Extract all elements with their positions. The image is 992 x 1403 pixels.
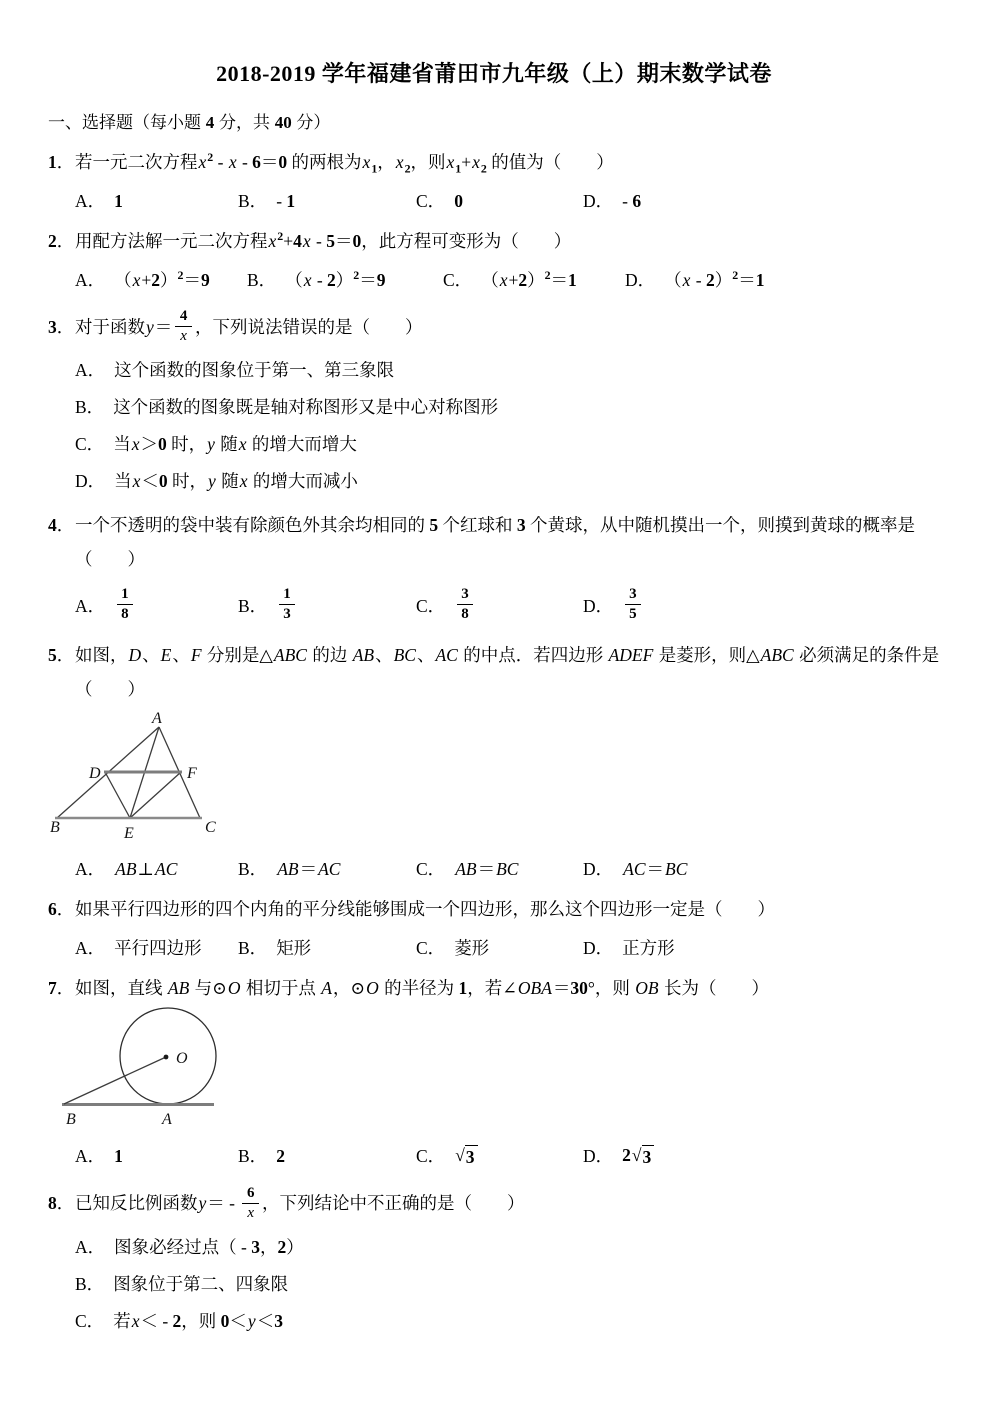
question-6-option-c: C． 菱形	[416, 938, 490, 959]
question-1-option-c: C． 0	[416, 191, 463, 211]
question-5-text: 如图，D、E、F 分别是△ABC 的边 AB、BC、AC 的中点．若四边形 ADEF 是菱形，则△ABC 必须满足的条件是（ ）	[75, 645, 940, 700]
question-3-option-b: B． 这个函数的图象既是轴对称图形又是中心对称图形	[75, 397, 499, 418]
question-8-option-a: A． 图象必经过点（ - 3，2）	[75, 1236, 304, 1257]
question-4-option-d: D． $\frac{3}{5}$	[583, 588, 940, 625]
question-5-option-b: B． AB＝AC	[238, 859, 341, 880]
question-1-options	[75, 188, 940, 215]
question-8	[48, 1183, 940, 1223]
question-5-option-a: A． AB⊥AC	[75, 859, 178, 880]
center-dot	[164, 1055, 169, 1060]
vertex-label-d: D	[89, 765, 101, 783]
segment-bo	[64, 1057, 166, 1104]
question-1	[48, 149, 940, 176]
question-2	[48, 228, 940, 255]
question-6-option-b: B． 矩形	[238, 938, 312, 959]
question-1-option-b: B． - 1	[238, 191, 296, 211]
question-5-number: 5．	[48, 645, 75, 666]
question-6-text: 如果平行四边形的四个内角的平分线能够围成一个四边形，那么这个四边形一定是（ ）	[75, 899, 775, 920]
question-7	[48, 975, 940, 1002]
question-7-option-d: D． 2 √ 3	[583, 1142, 940, 1170]
question-4-option-b: B． $\frac{1}{3}$	[238, 588, 416, 625]
vertex-label-e: E	[124, 825, 134, 843]
question-7-text: 如图，直线 AB 与⊙O 相切于点 A，⊙O 的半径为 1，若∠OBA＝30°，则 OB 长为（ ）	[75, 978, 769, 999]
question-4-option-c: C． $\frac{3}{8}$	[416, 588, 583, 625]
question-1-number: 1．	[48, 152, 75, 172]
vertex-label-c: C	[205, 819, 216, 837]
question-5-option-c: C． AB＝BC	[416, 859, 519, 880]
question-4	[48, 508, 940, 576]
point-label-a: A	[162, 1111, 172, 1129]
question-1-text: 若一元二次方程$x^2 - x - 6=0$ 的两根为$x_1$，$x_2$，则$x_1+x_2$ 的值为（ ）	[75, 150, 614, 176]
page-title: 2018-2019 学年福建省莆田市九年级（上）期末数学试卷	[216, 61, 772, 86]
vertex-label-f: F	[187, 765, 197, 783]
question-4-option-a: A． $\frac{1}{8}$	[75, 588, 238, 625]
question-3-option-a: A． 这个函数的图象位于第一、第三象限	[75, 360, 395, 381]
question-6-number: 6．	[48, 899, 75, 920]
question-1-option-a: A． 1	[75, 191, 123, 211]
question-2-option-c: C． $(x+2)^2=1$	[443, 268, 577, 290]
question-8-option-b: B． 图象位于第二、四象限	[75, 1273, 289, 1294]
question-2-number: 2．	[48, 231, 75, 251]
point-label-b: B	[66, 1111, 76, 1129]
question-2-option-b: B． （x - 2）$^2$＝9	[247, 268, 386, 290]
question-2-option-a: A． $(x+2)^2=9$	[75, 268, 210, 290]
question-5	[48, 638, 940, 706]
question-8-number: 8．	[48, 1193, 75, 1214]
question-7-option-c: C． √ 3	[416, 1142, 583, 1170]
question-7-number: 7．	[48, 978, 75, 999]
question-7-option-b: B． 2	[238, 1145, 285, 1166]
question-3-option-d: D． 当x＜0 时，y 随x 的增大而减小	[75, 471, 358, 492]
question-5-options	[75, 856, 940, 883]
question-6-option-d: D． 正方形	[583, 938, 675, 959]
question-6-options	[75, 935, 940, 962]
question-3-number: 3．	[48, 317, 75, 337]
vertex-label-a: A	[152, 710, 162, 728]
question-4-options	[75, 588, 940, 625]
question-2-option-d: D． （x - 2）$^2$＝1	[625, 268, 765, 290]
question-4-text: 一个不透明的袋中装有除颜色外其余均相同的 5 个红球和 3 个黄球，从中随机摸出一个，则摸到黄球的概率是（ ）	[75, 515, 915, 570]
question-4-number: 4．	[48, 515, 75, 536]
figure-triangle-abc	[50, 710, 232, 844]
question-1-option-d: D． - 6	[583, 191, 642, 211]
question-2-options	[75, 267, 940, 294]
question-3	[48, 307, 940, 347]
question-2-text: 用配方法解一元二次方程$x^2+4x - 5=0$，此方程可变形为（ ）	[75, 229, 572, 251]
question-6	[48, 896, 940, 923]
question-7-option-a: A． 1	[75, 1145, 123, 1166]
question-6-option-a: A． 平行四边形	[75, 938, 202, 959]
question-3-option-c: C． 当x＞0 时，y 随x 的增大而增大	[75, 434, 357, 455]
question-8-text: 已知反比例函数y＝ - $\frac{6}{x}$ ，下列结论中不正确的是（ ）	[75, 1184, 525, 1221]
vertex-label-b: B	[50, 819, 60, 837]
section-header: 一、选择题（每小题 4 分，共 40 分）	[48, 113, 331, 132]
center-label-o: O	[176, 1050, 188, 1068]
question-7-options	[75, 1142, 940, 1170]
question-3-text: 对于函数y＝ $\frac{4}{x}$ ，下列说法错误的是（ ）	[75, 308, 423, 345]
question-5-option-d: D． AC＝BC	[583, 859, 688, 880]
question-8-option-c: C． 若x＜ - 2，则 0＜y＜3	[75, 1310, 283, 1331]
figure-circle-tangent	[54, 1006, 234, 1130]
